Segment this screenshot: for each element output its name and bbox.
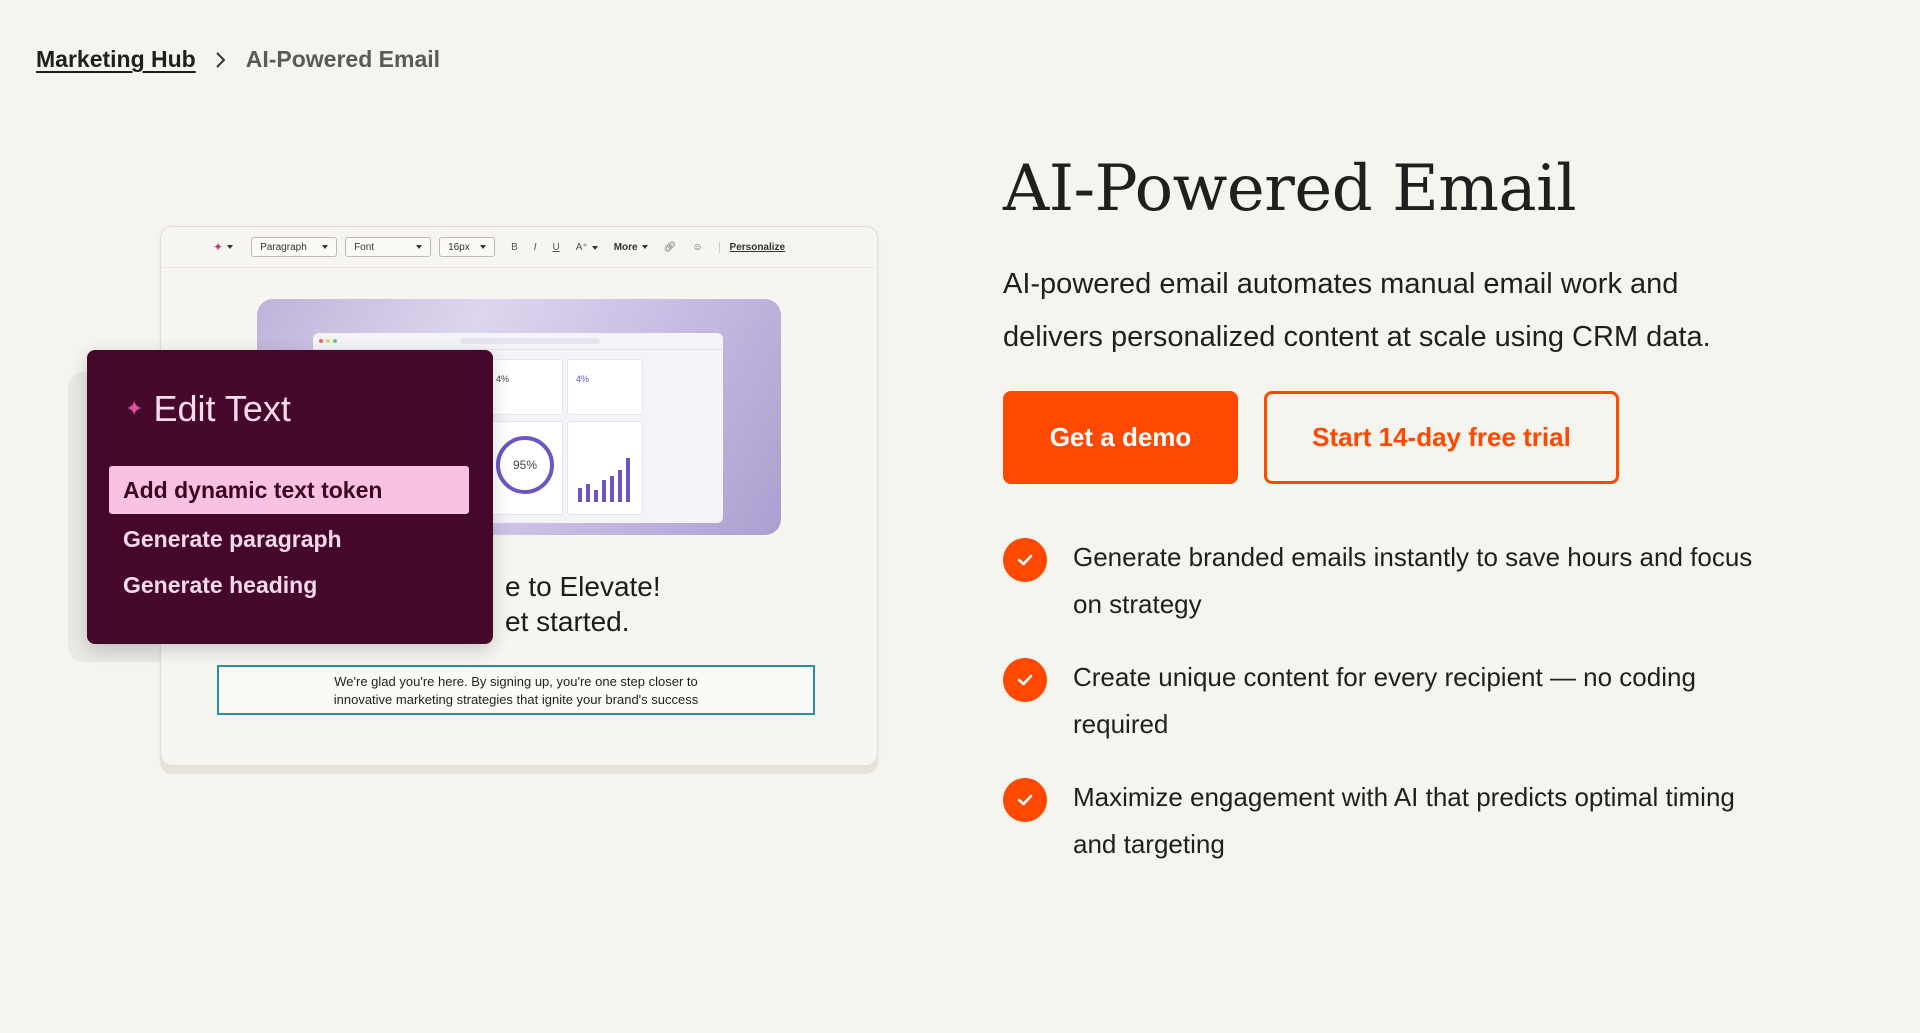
more-menu: More xyxy=(614,242,648,253)
emoji-icon: ☺ xyxy=(692,241,703,253)
get-a-demo-button[interactable]: Get a demo xyxy=(1003,391,1238,484)
stat-card: 4% xyxy=(567,359,643,415)
benefit-item: Generate branded emails instantly to save hours and focus on strategy xyxy=(1003,534,1833,628)
breadcrumb-current: AI-Powered Email xyxy=(245,46,441,72)
editor-toolbar xyxy=(161,227,877,268)
check-icon xyxy=(1003,538,1047,582)
sparkle-icon: ✦ xyxy=(125,396,144,421)
page-description: AI-powered email automates manual email work and delivers personalized content at scale using CRM data. xyxy=(1003,268,1711,353)
benefit-item: Create unique content for every recipient — no coding required xyxy=(1003,654,1833,748)
breadcrumb xyxy=(36,46,440,73)
check-icon xyxy=(1003,658,1047,702)
link-icon: 🔗︎ xyxy=(663,241,677,253)
generate-heading-option: Generate heading xyxy=(123,572,318,598)
chevron-right-icon xyxy=(214,49,228,71)
stat-card: 4% xyxy=(487,359,563,415)
gauge-ring: 95% xyxy=(496,436,554,494)
edit-text-panel xyxy=(87,350,493,644)
breadcrumb-link-marketing-hub[interactable]: Marketing Hub xyxy=(36,46,196,72)
benefit-item: Maximize engagement with AI that predicts optimal timing and targeting xyxy=(1003,774,1833,868)
underline-icon: U xyxy=(552,241,560,253)
italic-icon: I xyxy=(533,241,537,253)
text-style-icon: A⁺ xyxy=(576,242,598,253)
email-body-text: We're glad you're here. By signing up, you're one step closer to innovative marketing strategies that ignite your brand's success xyxy=(217,665,815,715)
font-select: Font xyxy=(345,237,431,257)
generate-paragraph-option: Generate paragraph xyxy=(123,526,342,552)
start-free-trial-button[interactable]: Start 14-day free trial xyxy=(1264,391,1619,484)
benefits-list xyxy=(1003,534,1833,894)
product-illustration xyxy=(68,222,888,782)
add-dynamic-text-token-option: Add dynamic text token xyxy=(109,466,469,514)
ai-sparkle-icon: ✦ xyxy=(213,240,233,254)
font-size-select: 16px xyxy=(439,237,495,257)
page-title: AI-Powered Email xyxy=(1003,152,1577,226)
email-heading: e to Elevate! et started. xyxy=(505,571,661,637)
bar-chart-card xyxy=(567,421,643,515)
check-icon xyxy=(1003,778,1047,822)
gauge-card xyxy=(487,421,563,515)
paragraph-select: Paragraph xyxy=(251,237,337,257)
bold-icon: B xyxy=(511,241,518,253)
personalize-link: Personalize xyxy=(719,242,786,253)
edit-text-title: ✦ Edit Text xyxy=(125,388,291,429)
